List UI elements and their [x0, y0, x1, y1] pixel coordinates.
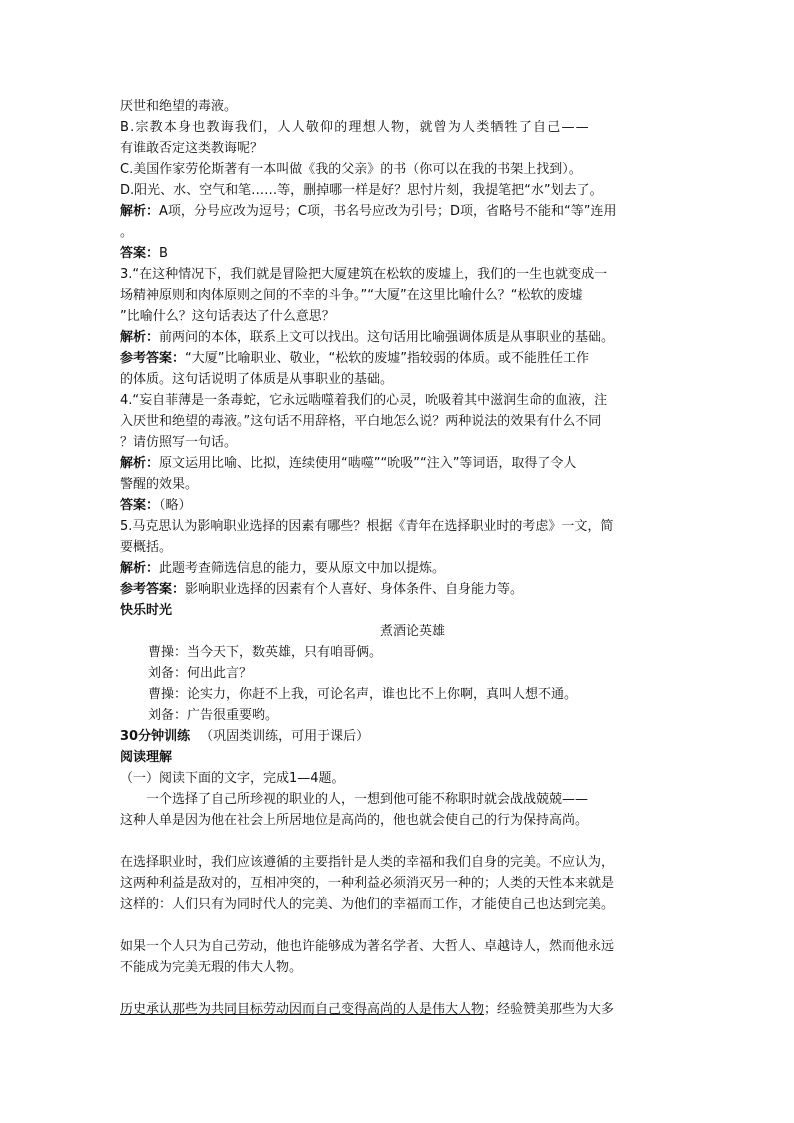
passage-line [120, 999, 675, 1020]
passage-line: 不能成为完美无瑕的伟大人物。 [120, 960, 303, 975]
text-line: ”比喻什么？这句话表达了什么意思？ [120, 309, 335, 324]
analysis-label: 解析： [120, 561, 160, 576]
question-5-line: 5.马克思认为影响职业选择的因素有哪些？根据《青年在选择职业时的考虑》一文，简 [120, 519, 614, 534]
text-line: 要概括。 [120, 540, 173, 555]
passage-line: 这两种利益是敌对的，互相冲突的，一种利益必须消灭另一种的；人类的天性本来就是 [120, 876, 615, 891]
reference-answer-label: 参考答案： [120, 351, 186, 366]
analysis-line [120, 558, 675, 579]
reference-answer-text: “大厦”比喻职业、敬业，“松软的废墟”指较弱的体质。或不能胜任工作 [185, 351, 589, 366]
training-heading [120, 726, 675, 747]
text-line: 的体质。这句话说明了体质是从事职业的基础。 [120, 372, 394, 387]
passage-line: 这样的：人们只有为同时代人的完美、为他们的幸福而工作，才能使自己也达到完美。 [120, 897, 615, 912]
paragraph-gap [120, 978, 675, 999]
story-title: 煮酒论英雄 [379, 624, 445, 639]
instruction-line: （一）阅读下面的文字，完成1—4题。 [120, 771, 345, 786]
dialog-line: 曹操：论实力，你赶不上我，可论名声，谁也比不上你啊，真叫人想不通。 [148, 687, 578, 702]
analysis-label: 解析： [120, 456, 160, 471]
analysis-text: 原文运用比喻、比拟，连续使用“啮噬”“吮吸”“注入”等词语，取得了令人 [159, 456, 577, 471]
text-line: 厌世和绝望的毒液。 [120, 99, 238, 114]
analysis-line [120, 453, 675, 474]
dialog-line: 刘备：广告很重要哟。 [148, 708, 279, 723]
paragraph-gap [120, 915, 675, 936]
passage-line: 如果一个人只为自己劳动，他也许能够成为著名学者、大哲人、卓越诗人，然而他永远 [120, 939, 615, 954]
analysis-text: A项，分号应改为逗号；C项，书名号应改为引号；D项，省略号不能和“等”连用 [159, 204, 617, 219]
passage-line: 这种人单是因为他在社会上所居地位是高尚的，他也就会使自己的行为保持高尚。 [120, 813, 589, 828]
option-c-line: C.美国作家劳伦斯著有一本叫做《我的父亲》的书（你可以在我的书架上找到）。 [120, 162, 582, 177]
question-4-line: 4.“妄自菲薄是一条毒蛇，它永远啮噬着我们的心灵，吮吸着其中滋润生命的血液，注 [120, 393, 608, 408]
document-page [120, 96, 675, 1020]
answer-text: B [159, 246, 168, 261]
training-note: （巩固类训练，可用于课后） [200, 729, 370, 744]
reference-answer-line [120, 579, 675, 600]
question-3-line: 3.“在这种情况下，我们就是冒险把大厦建筑在松软的废墟上，我们的一生也就变成一 [120, 267, 608, 282]
option-b-line: B.宗教本身也教诲我们，人人敬仰的理想人物，就曾为人类牺牲了自己—— [120, 120, 590, 135]
answer-line [120, 495, 675, 516]
text-line: 有谁敢否定这类教诲呢？ [120, 141, 264, 156]
text-line: ？请仿照写一句话。 [120, 435, 238, 450]
analysis-label: 解析： [120, 330, 160, 345]
text-line: 。 [120, 225, 134, 240]
paragraph-gap [120, 831, 675, 852]
passage-line: 一个选择了自己所珍视的职业的人，一想到他可能不称职时就会战战兢兢—— [146, 792, 589, 807]
analysis-text: 前两问的本体，联系上文可以找出。这句话用比喻强调体质是从事职业的基础。 [159, 330, 615, 345]
passage-text: ；经验赞美那些为大多 [484, 1002, 615, 1017]
answer-line [120, 243, 675, 264]
underlined-sentence: 历史承认那些为共同目标劳动因而自己变得高尚的人是伟大人物 [120, 1002, 485, 1017]
analysis-line [120, 201, 675, 222]
text-line: 场精神原则和肉体原则之间的不幸的斗争。”“大厦”在这里比喻什么？“松软的废墟 [120, 288, 583, 303]
answer-label: 答案： [120, 246, 160, 261]
reference-answer-label: 参考答案： [120, 582, 186, 597]
section-heading: 快乐时光 [120, 603, 173, 618]
section-heading: 阅读理解 [120, 750, 173, 765]
analysis-line [120, 327, 675, 348]
dialog-line: 刘备：何出此言？ [148, 666, 253, 681]
answer-label: 答案： [120, 498, 160, 513]
analysis-label: 解析： [120, 204, 160, 219]
analysis-text: 此题考查筛选信息的能力，要从原文中加以提炼。 [159, 561, 446, 576]
passage-line: 在选择职业时，我们应该遵循的主要指针是人类的幸福和我们自身的完美。不应认为， [120, 855, 615, 870]
training-title: 30分钟训练 [120, 729, 191, 744]
text-line: 警醒的效果。 [120, 477, 199, 492]
reference-answer-line [120, 348, 675, 369]
dialog-line: 曹操：当今天下，数英雄，只有咱哥俩。 [148, 645, 383, 660]
answer-text: （略） [159, 498, 192, 513]
reference-answer-text: 影响职业选择的因素有个人喜好、身体条件、自身能力等。 [185, 582, 524, 597]
option-d-line: D.阳光、水、空气和笔……等，删掉哪一样是好？思忖片刻，我提笔把“水”划去了。 [120, 183, 603, 198]
text-line: 入厌世和绝望的毒液。”这句话不用辞格，平白地怎么说？两种说法的效果有什么不同 [120, 414, 602, 429]
